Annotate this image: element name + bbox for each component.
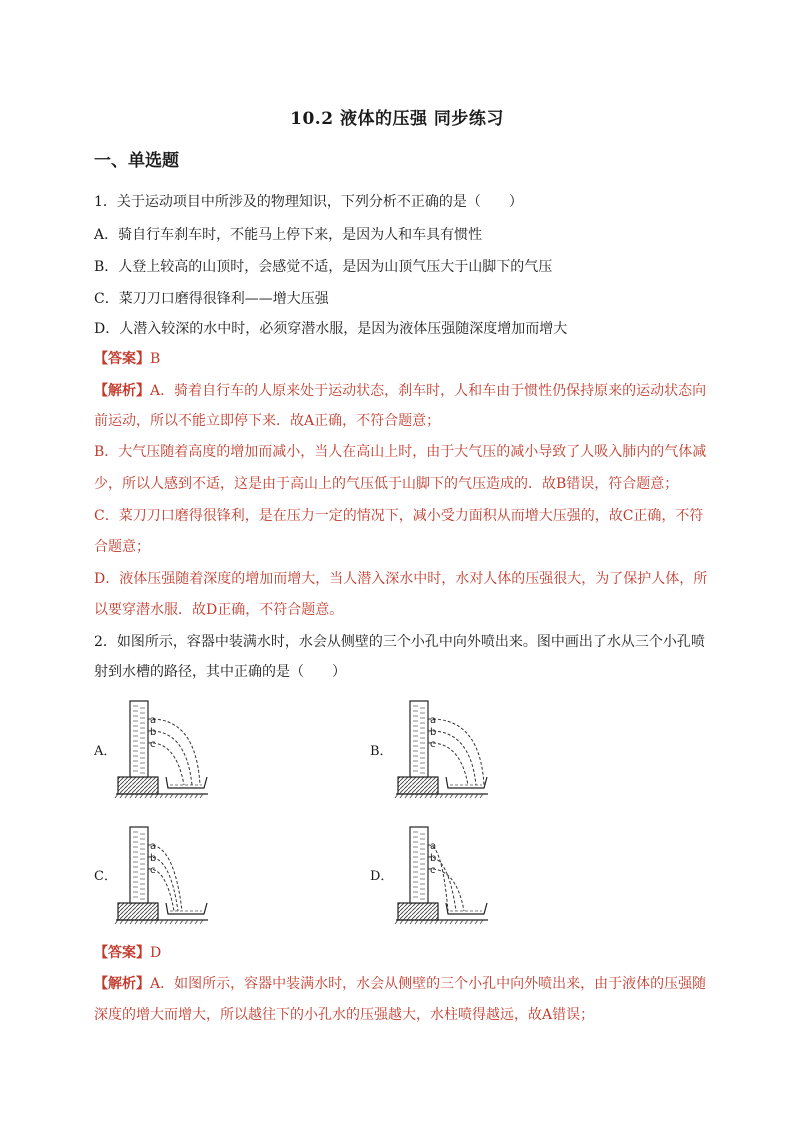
q2-analysis-line: 深度的增大而增大，所以越往下的小孔水的压强越大，水柱喷得越远，故A错误；	[94, 1007, 595, 1023]
hole-label-c: c	[150, 865, 156, 876]
hole-label-b: b	[430, 727, 437, 738]
answer-value: D	[150, 945, 162, 961]
water-container	[130, 701, 148, 777]
hole-label-a: a	[150, 841, 157, 852]
analysis-tag: 【解析】	[94, 976, 150, 992]
hole-label-a: a	[430, 715, 437, 726]
q2-option-b-label: B．	[370, 744, 393, 759]
q2-analysis-line	[94, 973, 707, 993]
hole-label-b: b	[150, 727, 157, 738]
water-trough	[446, 903, 487, 914]
q1-analysis-line	[94, 380, 707, 400]
q1-answer	[94, 348, 704, 368]
q1-analysis-line: 前运动，所以不能立即停下来．故A正确，不符合题意；	[94, 413, 441, 429]
pedestal-block	[118, 903, 158, 920]
q1-option-b: B．人登上较高的山顶时，会感觉不适，是因为山顶气压大于山脚下的气压	[94, 259, 553, 275]
container-figure-c	[112, 823, 212, 927]
hole-label-b: b	[430, 853, 437, 864]
water-trough	[446, 777, 487, 788]
q1-option-c: C．菜刀刀口磨得很锋利——增大压强	[94, 291, 329, 307]
analysis-text: A．骑着自行车的人原来处于运动状态，刹车时，人和车由于惯性仍保持原来的运动状态向	[150, 383, 707, 399]
pedestal-block	[398, 777, 438, 794]
analysis-tag: 【解析】	[94, 383, 150, 399]
q1-analysis-line: D．液体压强随着深度的增加而增大，当人潜入深水中时，水对人体的压强很大，为了保护人体，所	[94, 571, 708, 587]
container-figure-b	[392, 697, 492, 801]
water-container	[410, 827, 428, 903]
water-jet-a	[428, 719, 484, 785]
q1-analysis-line: 以要穿潜水服．故D正确，不符合题意。	[94, 602, 344, 618]
q2-stem: 射到水槽的路径，其中正确的是（ ）	[94, 664, 346, 680]
water-trough	[166, 777, 207, 788]
hole-label-a: a	[150, 715, 157, 726]
q1-analysis-line: C．菜刀刀口磨得很锋利，是在压力一定的情况下，减小受力面积从而增大压强的，故C正确，不符	[94, 508, 704, 524]
q2-answer	[94, 942, 704, 962]
q2-option-d-label: D．	[370, 869, 394, 884]
section-heading: 一、单选题	[94, 151, 179, 171]
container-figure-d	[392, 823, 492, 927]
q1-option-a: A．骑自行车刹车时，不能马上停下来，是因为人和车具有惯性	[94, 227, 483, 243]
hole-label-b: b	[150, 853, 157, 864]
q2-option-c-label: C．	[94, 869, 117, 884]
q1-analysis-line: B．大气压随着高度的增加而减小，当人在高山上时，由于大气压的减小导致了人吸入肺内的气体减	[94, 444, 707, 460]
hole-label-a: a	[430, 841, 437, 852]
page-title: 10.2 液体的压强 同步练习	[290, 109, 504, 129]
water-trough	[166, 903, 207, 914]
hole-label-c: c	[430, 865, 436, 876]
pedestal-block	[118, 777, 158, 794]
q1-analysis-line: 少，所以人感到不适，这是由于高山上的气压低于山脚下的气压造成的．故B错误，符合题意；	[94, 476, 679, 492]
q2-option-a-label: A．	[94, 744, 117, 759]
container-figure-a	[112, 697, 212, 801]
analysis-text: A．如图所示，容器中装满水时，水会从侧壁的三个小孔中向外喷出来，由于液体的压强随	[150, 976, 707, 992]
q2-stem: 2．如图所示，容器中装满水时，水会从侧壁的三个小孔中向外喷出来。图中画出了水从三个小孔喷	[94, 634, 705, 650]
q1-analysis-line: 合题意；	[94, 539, 150, 555]
q1-stem: 1．关于运动项目中所涉及的物理知识，下列分析不正确的是（ ）	[94, 194, 523, 210]
hole-label-c: c	[430, 739, 436, 750]
answer-tag: 【答案】	[94, 945, 150, 961]
answer-tag: 【答案】	[94, 351, 150, 367]
pedestal-block	[398, 903, 438, 920]
hole-label-c: c	[150, 739, 156, 750]
water-container	[130, 827, 148, 903]
answer-value: B	[150, 351, 161, 367]
q1-option-d: D．人潜入较深的水中时，必须穿潜水服，是因为液体压强随深度增加而增大	[94, 321, 568, 337]
water-container	[410, 701, 428, 777]
